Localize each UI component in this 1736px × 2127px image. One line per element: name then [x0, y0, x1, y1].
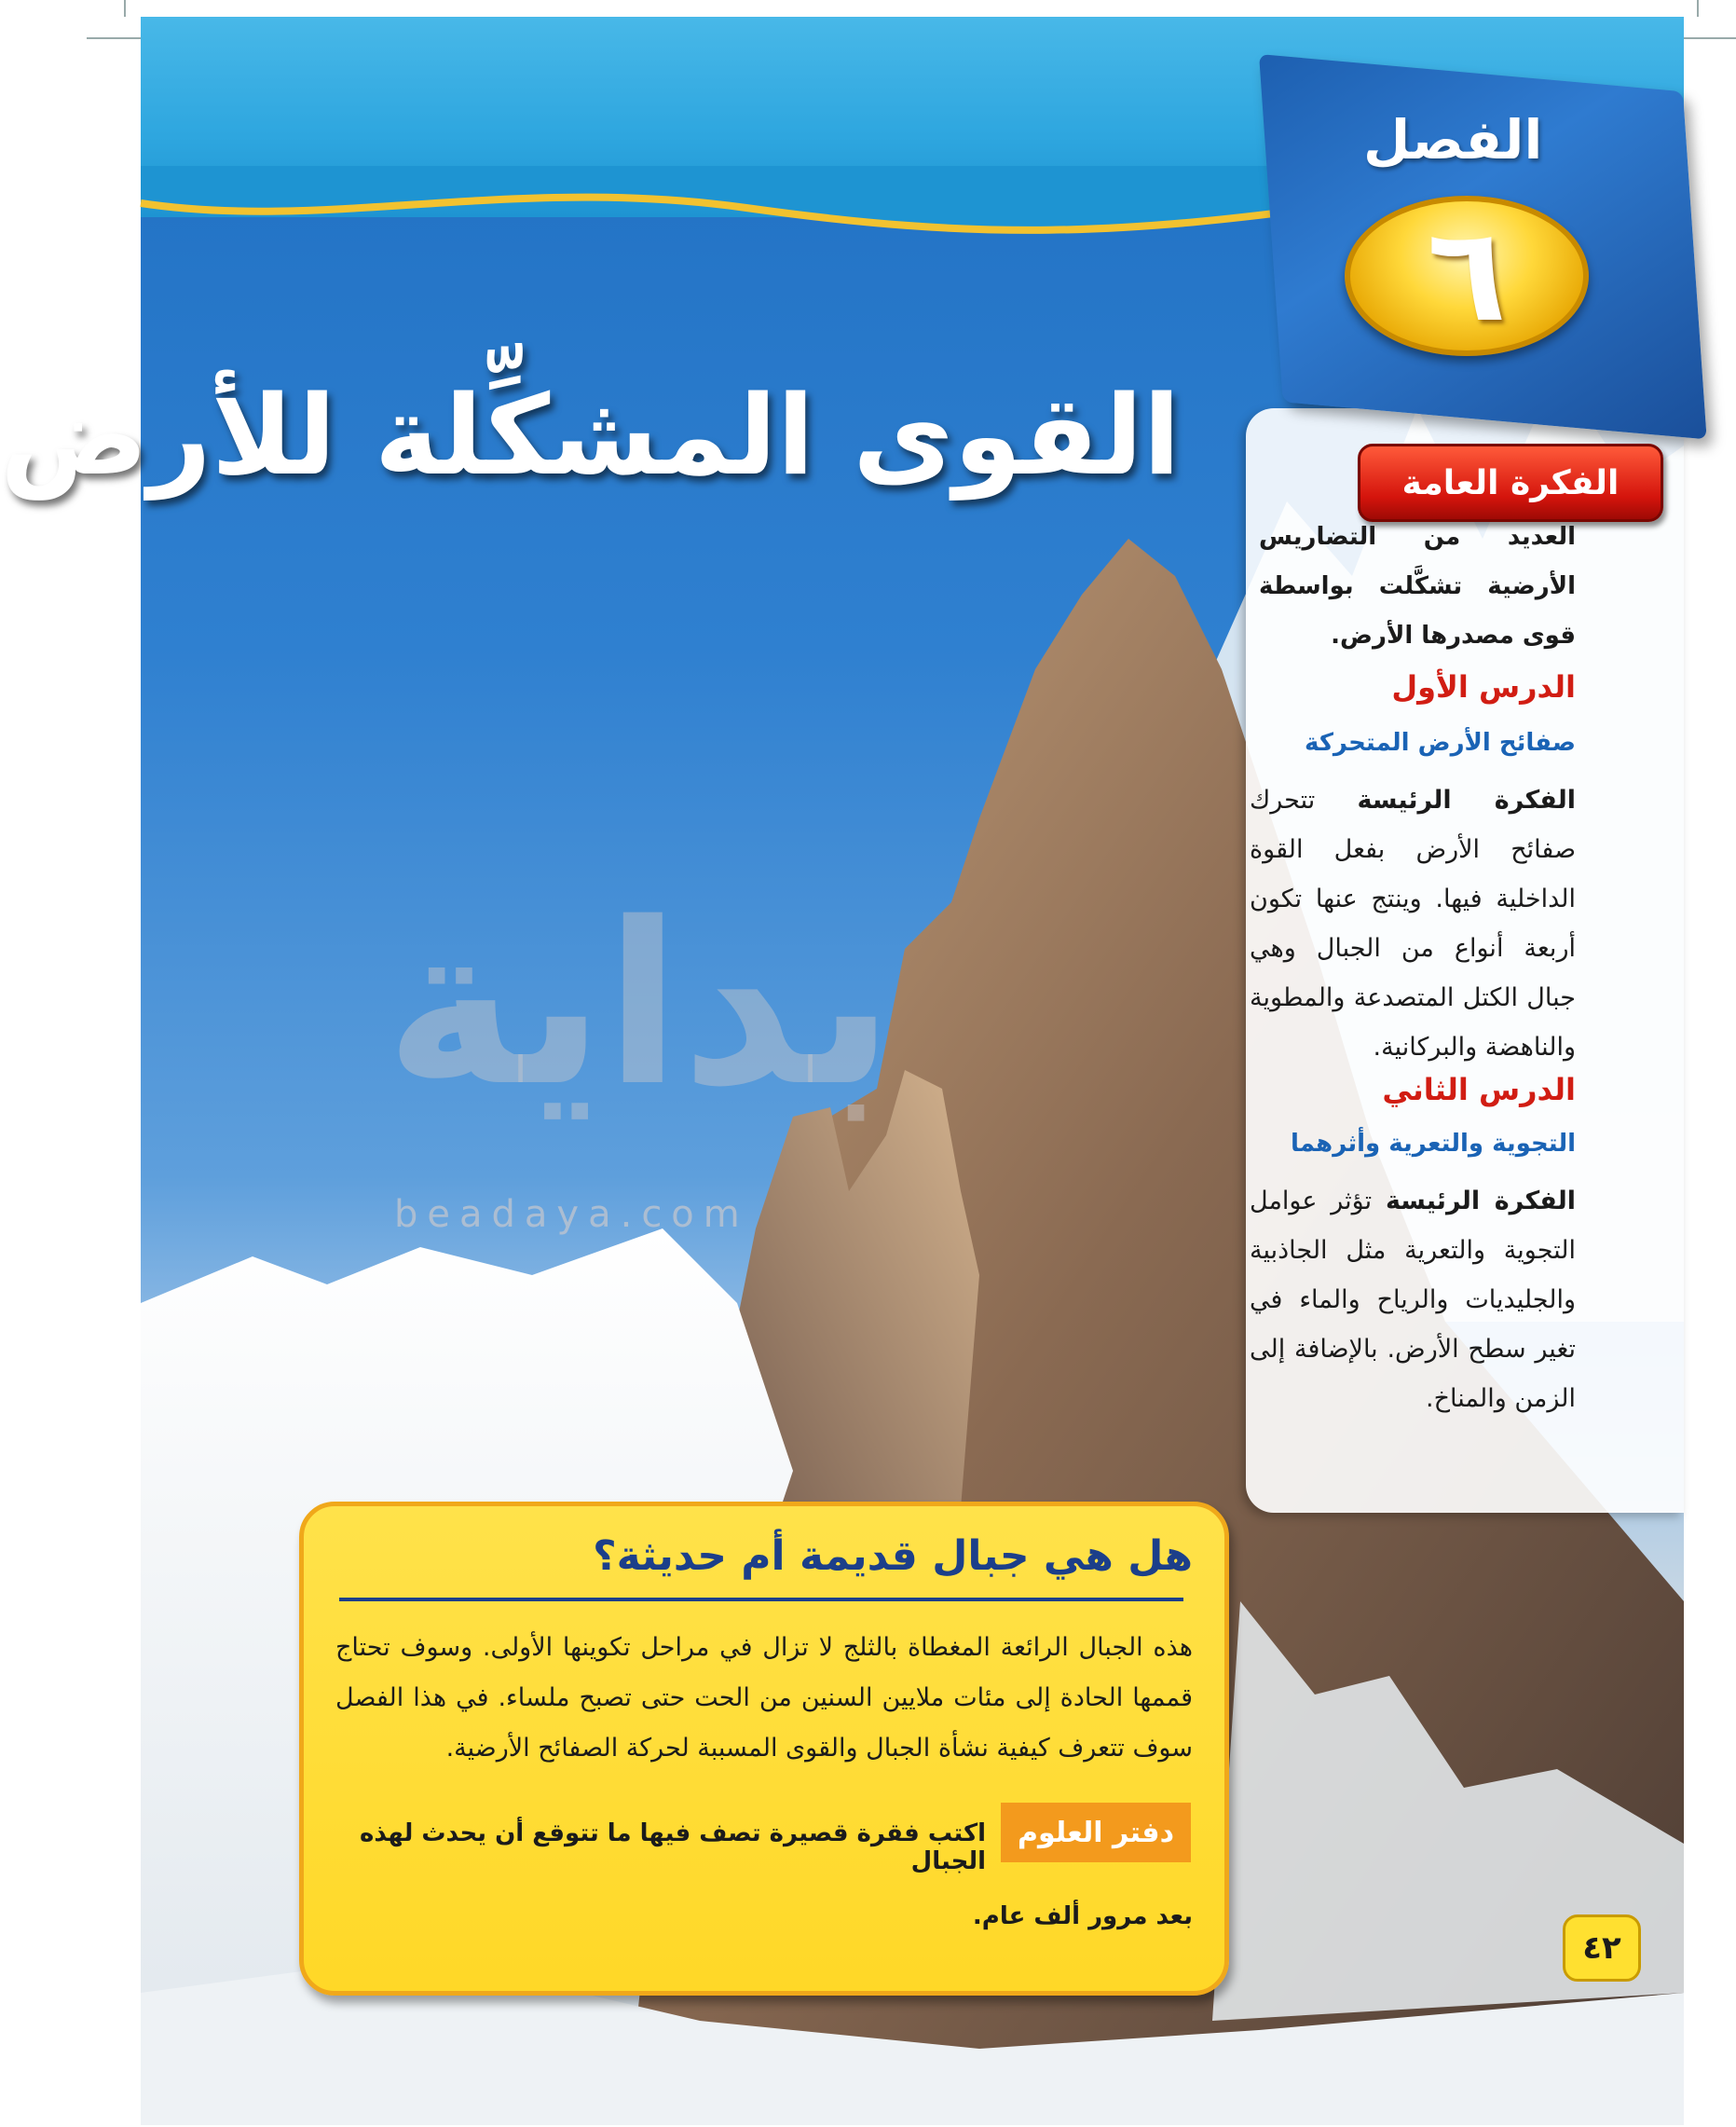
page-number: ٤٢ [1563, 1914, 1641, 1982]
crop-mark [1697, 0, 1699, 17]
watermark-logo: بداية [385, 874, 895, 1135]
lesson-2-text: تؤثر عوامل التجوية والتعرية مثل الجاذبية والجليديات والرياح والماء في تغير سطح الأرض. بالإضافة إلى الزمن والمناخ. [1250, 1187, 1576, 1413]
notebook-prompt-cont: بعد مرور ألف عام. [972, 1902, 1193, 1930]
lesson-1-label: الدرس الأول [1391, 669, 1576, 705]
chapter-label: الفصل [1363, 108, 1543, 172]
question-title: هل هي جبال قديمة أم حديثة؟ [593, 1532, 1193, 1580]
lesson-2-main-idea-label: الفكرة الرئيسة [1385, 1187, 1576, 1215]
lesson-1-main-idea-label: الفكرة الرئيسة [1357, 786, 1576, 815]
watermark-url: beadaya.com [394, 1193, 749, 1236]
big-idea-text: العديد من التضاريس الأرضية تشكَّلت بواسطة قوى مصدرها الأرض. [1259, 523, 1576, 650]
lesson-2-label: الدرس الثاني [1382, 1072, 1576, 1107]
chapter-number: ٦ [1427, 199, 1507, 351]
notebook-prompt: اكتب فقرة قصيرة تصف فيها ما تتوقع أن يحدث لهذه الجبال [360, 1819, 986, 1875]
crop-mark [87, 37, 143, 39]
lesson-2-title: التجوية والتعرية وأثرهما [1290, 1130, 1576, 1158]
crop-mark [124, 0, 126, 17]
lesson-1-title: صفائح الأرض المتحركة [1305, 729, 1576, 757]
question-body: هذه الجبال الرائعة المغطاة بالثلج لا تزال في مراحل تكوينها الأولى. وسوف تحتاج قممها الحادة إلى مئات ملايين السنين من الحت حتى تصبح ملساء. في هذا الفصل سوف تتعرف كيفية نشأة الجبال والقوى المسببة لحركة الصفائح الأرضية. [335, 1633, 1193, 1763]
crop-mark [1680, 37, 1736, 39]
lesson-1-text: تتحرك صفائح الأرض بفعل القوة الداخلية فيها. وينتج عنها تكون أربعة أنواع من الجبال وهي جبال الكتل المتصدعة والمطوية والناهضة والبركانية. [1250, 786, 1576, 1062]
big-idea-label: الفكرة العامة [1358, 444, 1663, 522]
lesson-1-body [1250, 775, 1576, 1072]
chapter-number-badge [1345, 196, 1589, 356]
question-divider [339, 1598, 1183, 1601]
lesson-2-body [1250, 1176, 1576, 1423]
page-title: القوى المشكِّلة للأرض [0, 371, 1181, 500]
question-box [299, 1502, 1229, 1996]
science-notebook-tag: دفتر العلوم [1001, 1803, 1191, 1862]
